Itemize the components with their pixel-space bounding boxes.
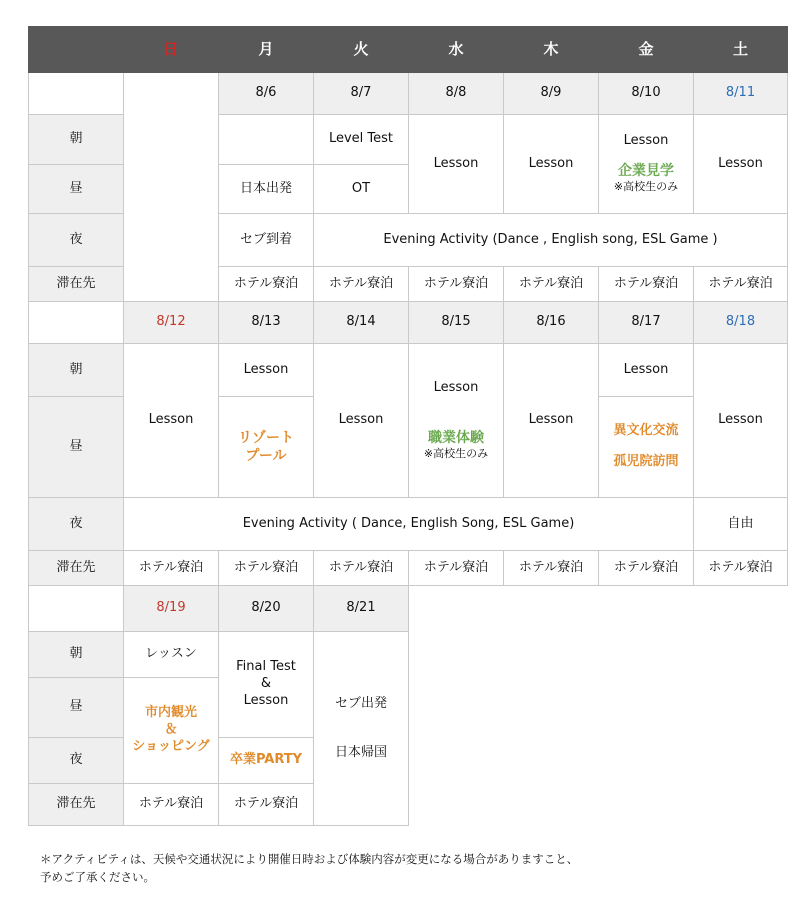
stay-cell: ホテル寮泊	[694, 551, 788, 586]
row-label-stay: 滞在先	[29, 784, 124, 826]
week2-morning-row	[29, 344, 788, 397]
week1-wed-lesson: Lesson	[409, 115, 504, 214]
week3-party-label: 卒業PARTY	[229, 752, 303, 768]
week1-evening-activity: Evening Activity (Dance , English song, ESL Game )	[314, 214, 788, 267]
date-cell: 8/15	[409, 302, 504, 344]
date-cell: 8/18	[694, 302, 788, 344]
date-cell: 8/20	[219, 586, 314, 632]
week2-fri-activity	[599, 397, 694, 498]
date-cell: 8/21	[314, 586, 409, 632]
week1-tue-noon: OT	[314, 165, 409, 214]
stay-cell: ホテル寮泊	[219, 551, 314, 586]
week2-mon-activity-line2: プール	[245, 448, 287, 464]
header-blank	[29, 27, 124, 73]
header-thu: 木	[504, 27, 599, 73]
row-label-morning: 朝	[29, 344, 124, 397]
week3-sun-activity-line3: ショッピング	[132, 738, 210, 754]
footnote-line1: ＊アクティビティは、天候や交通状況により開催日時および体験内容が変更になる場合がありますこと、	[40, 852, 579, 866]
date-cell: 8/7	[314, 73, 409, 115]
week3-date-label	[29, 586, 124, 632]
date-cell: 8/19	[124, 586, 219, 632]
week2-date-label	[29, 302, 124, 344]
date-cell: 8/6	[219, 73, 314, 115]
week1-fri-activity: 企業見学	[618, 163, 674, 180]
week2-mon-activity-line1: リゾート	[238, 429, 294, 446]
week3-empty-area	[409, 586, 788, 826]
week2-evening-activity: Evening Activity ( Dance, English Song, ESL Game)	[124, 498, 694, 551]
week1-fri-lesson: Lesson	[623, 133, 669, 149]
week3-mon-line2: &	[260, 676, 272, 692]
date-cell: 8/14	[314, 302, 409, 344]
week3-sun-activity	[124, 678, 219, 784]
week1-mon-noon: 日本出発	[219, 165, 314, 214]
week3-date-row	[29, 586, 788, 632]
schedule-table	[28, 26, 788, 826]
week2-wed-activity: 職業体験	[428, 429, 484, 446]
week2-date-row	[29, 302, 788, 344]
week3-sun-morning: レッスン	[124, 632, 219, 678]
header-tue: 火	[314, 27, 409, 73]
date-cell: 8/16	[504, 302, 599, 344]
week2-mon-morning: Lesson	[219, 344, 314, 397]
week2-fri-activity-line1: 異文化交流	[613, 423, 679, 439]
stay-cell: ホテル寮泊	[124, 551, 219, 586]
week2-thu-lesson: Lesson	[504, 344, 599, 498]
week2-sun-lesson: Lesson	[124, 344, 219, 498]
week3-tue-cell	[314, 632, 409, 826]
week1-mon-night: セブ到着	[219, 214, 314, 267]
date-cell: 8/8	[409, 73, 504, 115]
week2-night-row	[29, 498, 788, 551]
week3-mon-morning	[219, 632, 314, 738]
week2-stay-row	[29, 551, 788, 586]
week2-sat-night: 自由	[694, 498, 788, 551]
week1-fri-cell	[599, 115, 694, 214]
week2-wed-lesson: Lesson	[433, 379, 479, 395]
row-label-night: 夜	[29, 498, 124, 551]
stay-cell: ホテル寮泊	[124, 784, 219, 826]
footnote	[40, 851, 578, 887]
stay-cell: ホテル寮泊	[409, 267, 504, 302]
row-label-night: 夜	[29, 738, 124, 784]
row-label-morning: 朝	[29, 632, 124, 678]
week1-date-row	[29, 73, 788, 115]
row-label-night: 夜	[29, 214, 124, 267]
stay-cell: ホテル寮泊	[409, 551, 504, 586]
date-cell: 8/17	[599, 302, 694, 344]
header-sat: 土	[694, 27, 788, 73]
stay-cell: ホテル寮泊	[599, 267, 694, 302]
week3-mon-party	[219, 738, 314, 784]
stay-cell: ホテル寮泊	[504, 267, 599, 302]
week3-sun-activity-line1: 市内観光	[144, 705, 197, 721]
stay-cell: ホテル寮泊	[219, 267, 314, 302]
week1-tue-morning: Level Test	[314, 115, 409, 165]
header-wed: 水	[409, 27, 504, 73]
row-label-noon: 昼	[29, 397, 124, 498]
week2-fri-activity-line2: 孤児院訪問	[613, 454, 679, 469]
header-sun: 日	[124, 27, 219, 73]
stay-cell: ホテル寮泊	[599, 551, 694, 586]
date-cell: 8/10	[599, 73, 694, 115]
header-fri: 金	[599, 27, 694, 73]
week2-fri-morning: Lesson	[599, 344, 694, 397]
week1-date-label	[29, 73, 124, 115]
row-label-stay: 滞在先	[29, 267, 124, 302]
week3-mon-line1: Final Test	[236, 659, 296, 675]
stay-cell: ホテル寮泊	[694, 267, 788, 302]
week1-sun-empty	[124, 73, 219, 302]
week2-mon-activity	[219, 397, 314, 498]
row-label-stay: 滞在先	[29, 551, 124, 586]
week3-mon-line3: Lesson	[243, 692, 289, 708]
week2-sat-lesson: Lesson	[694, 344, 788, 498]
week3-tue-line2: 日本帰国	[334, 744, 387, 760]
header-row	[29, 27, 788, 73]
stay-cell: ホテル寮泊	[219, 784, 314, 826]
week1-mon-morning	[219, 115, 314, 165]
week2-wed-note: ※高校生のみ	[423, 446, 489, 460]
week2-wed-cell	[409, 344, 504, 498]
week1-sat-lesson: Lesson	[694, 115, 788, 214]
date-cell: 8/11	[694, 73, 788, 115]
stay-cell: ホテル寮泊	[314, 551, 409, 586]
row-label-noon: 昼	[29, 165, 124, 214]
date-cell: 8/12	[124, 302, 219, 344]
date-cell: 8/13	[219, 302, 314, 344]
week3-sun-activity-line2: ＆	[164, 722, 178, 738]
week3-tue-line1: セブ出発	[334, 695, 387, 711]
stay-cell: ホテル寮泊	[504, 551, 599, 586]
footnote-line2: 予めご了承ください。	[40, 869, 155, 884]
week2-tue-lesson: Lesson	[314, 344, 409, 498]
week1-thu-lesson: Lesson	[504, 115, 599, 214]
header-mon: 月	[219, 27, 314, 73]
stay-cell: ホテル寮泊	[314, 267, 409, 302]
week1-fri-note: ※高校生のみ	[613, 180, 679, 194]
row-label-noon: 昼	[29, 678, 124, 738]
date-cell: 8/9	[504, 73, 599, 115]
row-label-morning: 朝	[29, 115, 124, 165]
